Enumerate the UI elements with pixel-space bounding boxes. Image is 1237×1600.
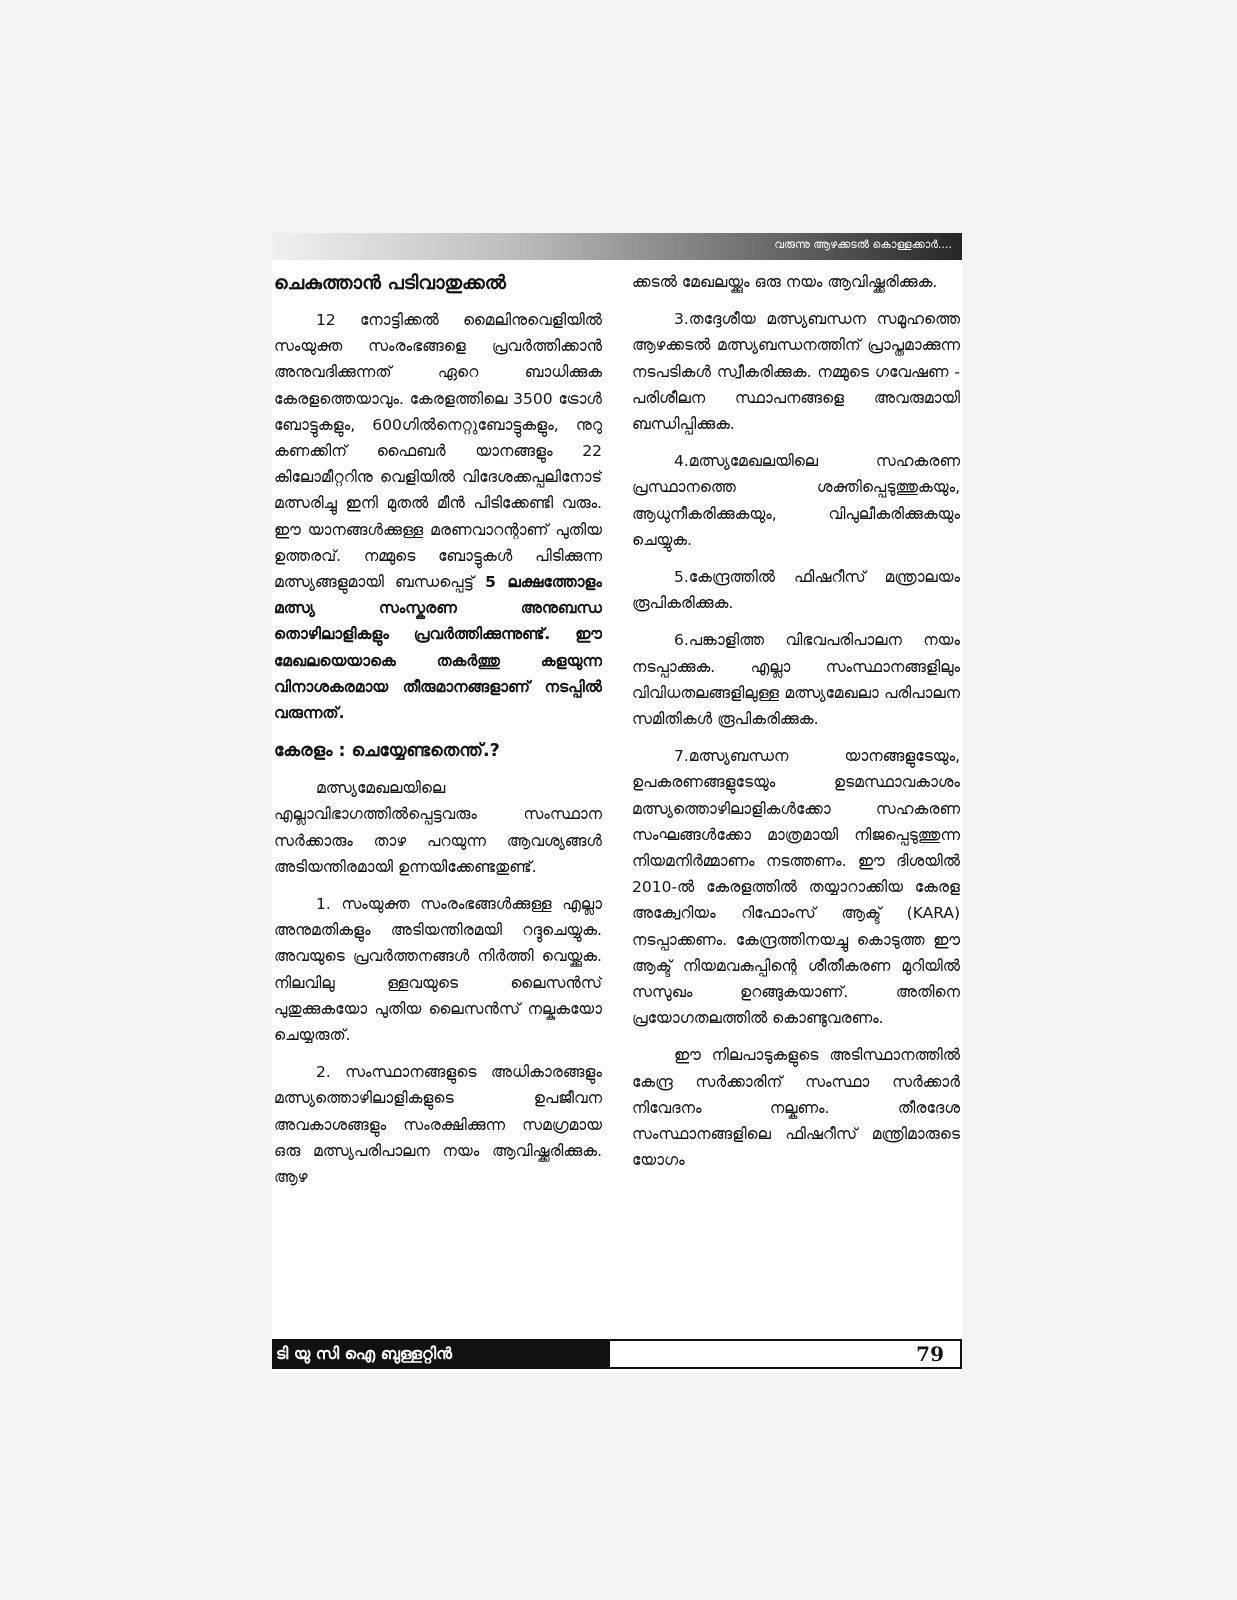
section-heading: ചെകുത്താൻ പടിവാതുക്കൽ bbox=[274, 272, 506, 294]
publication-name: ടി യു സി ഐ ബുള്ളറ്റിൻ bbox=[272, 1339, 608, 1369]
closing-paragraph: ഈ നിലപാടുകളുടെ അടിസ്ഥാനത്തിൽ കേന്ദ്ര സർക്കാരിന് സംസ്ഥാ സർക്കാർ നിവേദനം നല്കണം. തീരദേശ സംസ്ഥാനങ്ങളിലെ ഫിഷറീസ് മന്ത്രിമാരുടെ യോഗം bbox=[632, 1046, 960, 1170]
demand-point-6: 6.പങ്കാളിത്ത വിഭവപരിപാലന നയം നടപ്പാക്കുക. എല്ലാ സംസ്ഥാനങ്ങളിലും വിവിധതലങ്ങളിലുള്ള മത്സ്യമേഖലാ പരിപാലന സമിതികൾ രൂപികരിക്കുക. bbox=[632, 631, 960, 729]
demand-point-1: 1. സംയുക്ത സംരംഭങ്ങൾക്കുള്ള എല്ലാ അനുമതികളും അടിയന്തിരമയി റദ്ദുചെയ്യുക. അവയുടെ പ്രവർത്തനങ്ങൾ നിർത്തി വെയ്ക്കുക. നിലവിലു ള്ളവയുടെ ലൈസൻസ് പുതുക്കുകയോ പുതിയ ലൈസൻസ് നല്കുകയോ ചെയ്യരുത്. bbox=[274, 895, 602, 1045]
running-header-title: വരുന്നു ആഴക്കടൽ കൊള്ളക്കാർ.... bbox=[774, 238, 952, 251]
document-page bbox=[272, 233, 962, 1373]
demand-point-2-continued: ക്കടൽ മേഖലയ്ക്കും ഒരു നയം ആവിഷ്ക്കരിക്കുക. bbox=[632, 273, 938, 291]
intro-text: 12 നോട്ടിക്കൽ മൈലിനുവെളിയിൽ സംയുക്ത സംരംഭങ്ങളെ പ്രവർത്തിക്കാൻ അനുവദിക്കുന്നത് ഏറെ ബാധിക്കുക കേരളത്തെയാവും. കേരളത്തിലെ 3500 ട്രോൾ ബോട്ടുകളും, 600ഗിൽനെറ്റുബോട്ടുകളും, നുറു കണക്കിന് ഫൈബർ യാനങ്ങളും 22 കിലോമീറ്ററിനു വെളിയിൽ വിദേശക്കപ്പലിനോട് മത്സരിച്ചു ഇനി മുതൽ മീൻ പിടിക്കേണ്ടി വരും. ഈ യാനങ്ങൾക്കുള്ള മരണവാറന്റാണ് പുതിയ ഉത്തരവ്. നമ്മുടെ ബോട്ടുകൾ പിടിക്കുന്ന മത്സ്യങ്ങളുമായി ബന്ധപ്പെട്ട് bbox=[274, 311, 602, 592]
demand-point-5: 5.കേന്ദ്രത്തിൽ ഫിഷറീസ് മന്ത്രാലയം രൂപികരിക്കുക. bbox=[632, 568, 960, 613]
demand-point-7: 7.മത്സ്യബന്ധന യാനങ്ങളുടേയും, ഉപകരണങ്ങളുടേയും ഉടമസ്ഥാവകാശം മത്സ്യത്തൊഴിലാളികൾക്കോ സഹകരണ സംഘങ്ങൾക്കോ മാത്രമായി നിജപ്പെടുത്തുന്ന നിയമനിർമ്മാണം നടത്തണം. ഈ ദിശയിൽ 2010-ൽ കേരളത്തിൽ തയ്യാറാക്കിയ കേരള അക്വേറിയം റിഫോംസ് ആക്ട് (KARA) നടപ്പാക്കണം. കേന്ദ്രത്തിനയച്ചു കൊടുത്ത ഈ ആക്ട് നിയമവകുപ്പിന്റെ ശീതീകരണ മുറിയിൽ സസുഖം ഉറങ്ങുകയാണ്. അതിനെ പ്രയോഗതലത്തിൽ കൊണ്ടുവരണം. bbox=[632, 747, 960, 1028]
intro-paragraph bbox=[274, 307, 602, 726]
demand-point-4: 4.മത്സ്യമേഖലയിലെ സഹകരണ പ്രസ്ഥാനത്തെ ശക്തിപ്പെടുത്തുകയും, ആധുനീകരിക്കുകയും, വിപുലീകരിക്കുകയും ചെയ്യുക. bbox=[632, 452, 960, 549]
intro-bold-text: 5 ലക്ഷത്തോളം മത്സ്യ സംസ്കരണ അനുബന്ധ തൊഴിലാളികളും പ്രവർത്തിക്കുന്നുണ്ട്. ഈ മേഖലയെയാകെ തകർത്തു കളയുന്ന വിനാശകരമായ തീരുമാനങ്ങളാണ് നടപ്പിൽ വരുന്നത്. bbox=[274, 573, 602, 723]
demands-intro-paragraph: മത്സ്യമേഖലയിലെ എല്ലാവിഭാഗത്തിൽപ്പെട്ടവരും സംസ്ഥാന സർക്കാരും താഴ പറയുന്ന ആവശ്യങ്ങൾ അടിയന്തിരമായി ഉന്നയിക്കേണ്ടതുണ്ട്. bbox=[274, 779, 602, 876]
left-column bbox=[274, 269, 602, 1329]
running-header-bar bbox=[272, 233, 962, 260]
demand-point-3: 3.തദ്ദേശീയ മത്സ്യബന്ധന സമൂഹത്തെ ആഴക്കടൽ മത്സ്യബന്ധനത്തിന് പ്രാപ്തമാക്കുന്ന നടപടികൾ സ്വീകരിക്കുക. നമ്മുടെ ഗവേഷണ - പരിശീലന സ്ഥാപനങ്ങളെ അവരുമായി ബന്ധിപ്പിക്കുക. bbox=[632, 310, 960, 434]
page-number: 79 bbox=[608, 1339, 962, 1369]
demand-point-2: 2. സംസ്ഥാനങ്ങളുടെ അധികാരങ്ങളും മത്സ്യത്തൊഴിലാളികളുടെ ഉപജീവന അവകാശങ്ങളും സംരക്ഷിക്കുന്ന സമഗ്രമായ ഒരു മത്സ്യപരിപാലന നയം ആവിഷ്ക്കരിക്കുക. ആഴ bbox=[274, 1063, 602, 1187]
right-column bbox=[632, 269, 960, 1329]
subsection-heading: കേരളം : ചെയ്യേണ്ടതെന്ത്.? bbox=[274, 741, 500, 762]
